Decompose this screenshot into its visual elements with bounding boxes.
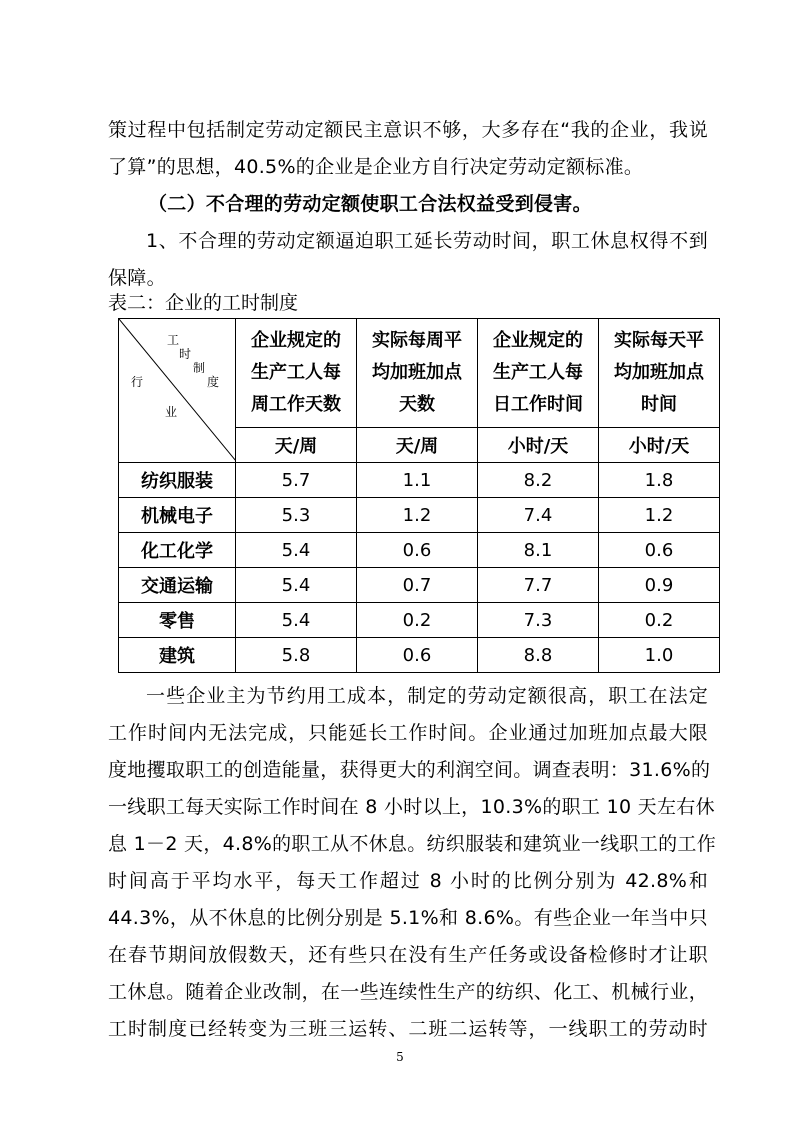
corner-label: 行 (131, 375, 144, 389)
corner-label: 工 (167, 333, 180, 347)
text-line: 44.3%，从不休息的比例分别是 5.1%和 8.6%。有些企业一年当中只 (108, 907, 708, 929)
paragraph-overtime (108, 678, 717, 1048)
paragraph-intro (108, 223, 708, 297)
text-line: 策过程中包括制定劳动定额民主意识不够，大多存在“我的企业，我说 (108, 119, 708, 141)
table-row (119, 498, 720, 533)
table-row (119, 568, 720, 603)
value-cell: 1.8 (599, 463, 720, 498)
text-line: 工休息。随着企业改制，在一些连续性生产的纺织、化工、机械行业， (108, 981, 708, 1003)
value-cell: 0.6 (357, 638, 478, 673)
value-cell: 0.2 (357, 603, 478, 638)
corner-label: 时 (179, 347, 192, 361)
unit-cell: 小时/天 (478, 428, 599, 463)
industry-cell: 纺织服装 (119, 463, 236, 498)
text-line: 在春节期间放假数天，还有些只在没有生产任务或设备检修时才让职 (108, 944, 708, 966)
table-row (119, 603, 720, 638)
value-cell: 0.2 (599, 603, 720, 638)
value-cell: 0.6 (357, 533, 478, 568)
value-cell: 1.1 (357, 463, 478, 498)
value-cell: 7.7 (478, 568, 599, 603)
column-header: 实际每周平 均加班加点 天数 (357, 319, 478, 428)
industry-cell: 零售 (119, 603, 236, 638)
section-heading: （二）不合理的劳动定额使职工合法权益受到侵害。 (148, 193, 592, 215)
text-line: 时间高于平均水平，每天工作超过 8 小时的比例分别为 42.8%和 (108, 870, 708, 892)
value-cell: 7.4 (478, 498, 599, 533)
value-cell: 5.4 (236, 533, 357, 568)
text-line: 工时制度已经转变为三班三运转、二班二运转等，一线职工的劳动时 (108, 1018, 708, 1040)
value-cell: 5.4 (236, 603, 357, 638)
text-line: 一些企业主为节约用工成本，制定的劳动定额很高，职工在法定 (146, 685, 708, 707)
paragraph-policy (108, 112, 708, 186)
column-header: 实际每天平 均加班加点 时间 (599, 319, 720, 428)
page-number: 5 (396, 1050, 404, 1064)
value-cell: 5.4 (236, 568, 357, 603)
column-header: 企业规定的 生产工人每 周工作天数 (236, 319, 357, 428)
value-cell: 0.6 (599, 533, 720, 568)
unit-cell: 小时/天 (599, 428, 720, 463)
text-line: 一线职工每天实际工作时间在 8 小时以上，10.3%的职工 10 天左右休 (108, 796, 715, 818)
table-corner-header (119, 319, 236, 463)
column-header: 企业规定的 生产工人每 日工作时间 (478, 319, 599, 428)
industry-cell: 建筑 (119, 638, 236, 673)
text-line: 了算”的思想，40.5%的企业是企业方自行决定劳动定额标准。 (108, 156, 644, 178)
table-row (119, 638, 720, 673)
value-cell: 8.8 (478, 638, 599, 673)
working-hours-table (118, 318, 720, 673)
value-cell: 0.7 (357, 568, 478, 603)
corner-label: 制 (193, 361, 206, 375)
industry-cell: 交通运输 (119, 568, 236, 603)
text-line: 息 1－2 天，4.8%的职工从不休息。纺织服装和建筑业一线职工的工作 (108, 833, 717, 855)
text-line: 工作时间内无法完成，只能延长工作时间。企业通过加班加点最大限 (108, 722, 708, 744)
value-cell: 5.8 (236, 638, 357, 673)
value-cell: 5.7 (236, 463, 357, 498)
value-cell: 1.0 (599, 638, 720, 673)
value-cell: 8.1 (478, 533, 599, 568)
value-cell: 5.3 (236, 498, 357, 533)
text-line: 度地攫取职工的创造能量，获得更大的利润空间。调查表明：31.6%的 (108, 759, 711, 781)
value-cell: 7.3 (478, 603, 599, 638)
text-line: 保障。 (108, 267, 166, 289)
corner-label: 业 (165, 405, 178, 419)
value-cell: 1.2 (599, 498, 720, 533)
table-caption: 表二：企业的工时制度 (108, 292, 299, 314)
industry-cell: 机械电子 (119, 498, 236, 533)
industry-cell: 化工化学 (119, 533, 236, 568)
corner-label: 度 (207, 375, 220, 389)
value-cell: 1.2 (357, 498, 478, 533)
table-row (119, 463, 720, 498)
text-line: 1、不合理的劳动定额逼迫职工延长劳动时间，职工休息权得不到 (146, 230, 708, 252)
value-cell: 8.2 (478, 463, 599, 498)
value-cell: 0.9 (599, 568, 720, 603)
unit-cell: 天/周 (236, 428, 357, 463)
unit-cell: 天/周 (357, 428, 478, 463)
table-row (119, 533, 720, 568)
